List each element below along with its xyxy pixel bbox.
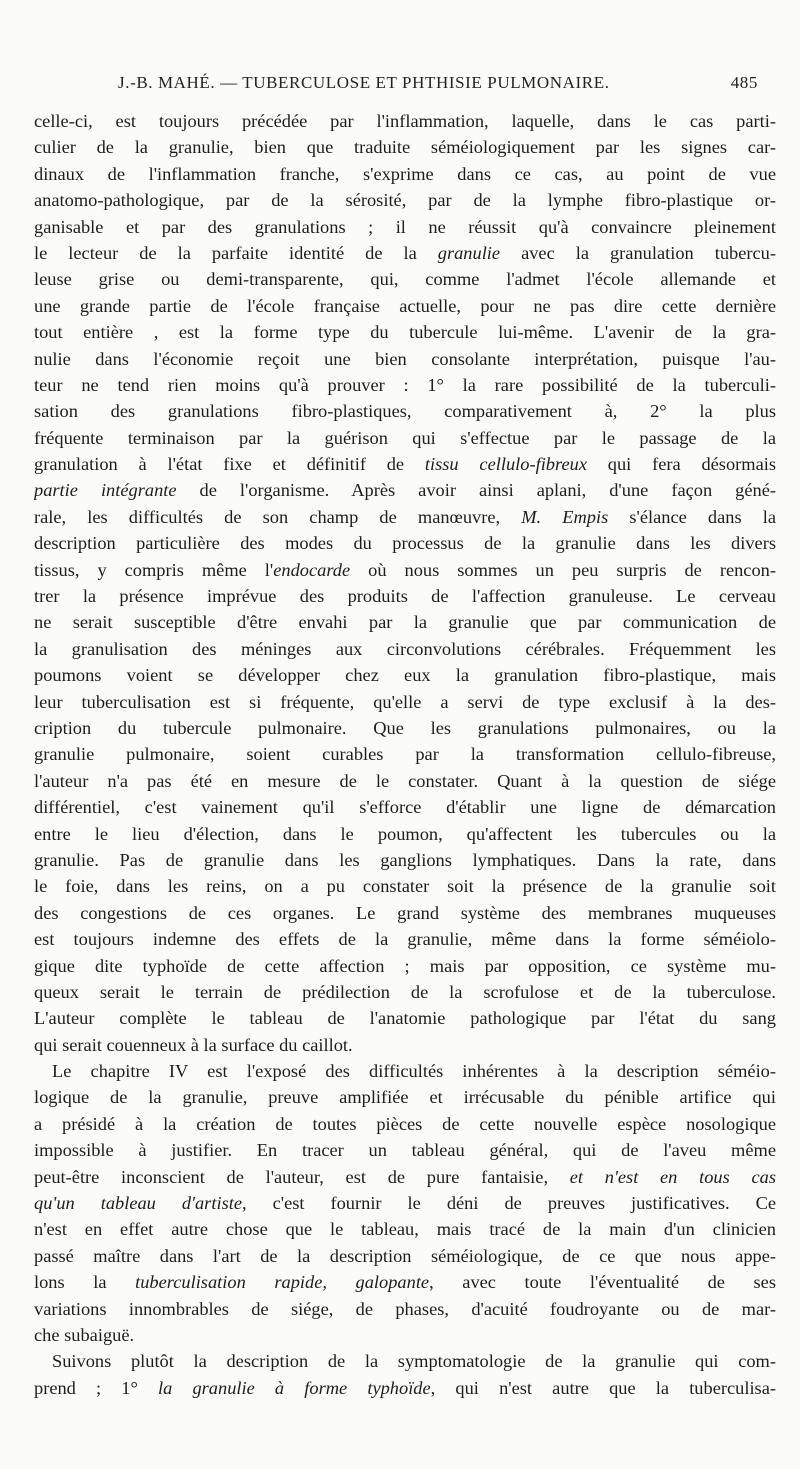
text-line: tissus, y compris même l'endocarde où nous sommes un peu surpris de rencon-	[34, 559, 776, 580]
text-line: cription du tubercule pulmonaire. Que les granulations pulmonaires, ou la	[34, 717, 776, 738]
text-line: queux serait le terrain de prédilection de la scrofulose et de la tuberculose.	[34, 981, 776, 1002]
text-line: ganisable et par des granulations ; il ne réussit qu'à convaincre pleinement	[34, 216, 776, 237]
text-line: granulation à l'état fixe et définitif de tissu cellulo-fibreux qui fera désormais	[34, 454, 776, 475]
page-header	[118, 73, 758, 101]
text-line: tout entière , est la forme type du tubercule lui-même. L'avenir de la gra-	[34, 322, 776, 343]
text-line: partie intégrante de l'organisme. Après avoir ainsi aplani, d'une façon géné-	[34, 480, 776, 501]
text-line: variations innombrables de siége, de phases, d'acuité foudroyante ou de mar-	[34, 1298, 776, 1319]
text-line: che subaiguë.	[34, 1324, 135, 1345]
text-line: rale, les difficultés de son champ de manœuvre, M. Empis s'élance dans la	[34, 506, 776, 527]
text-line: logique de la granulie, preuve amplifiée et irrécusable du pénible artifice qui	[34, 1087, 776, 1108]
text-line: granulie pulmonaire, soient curables par la transformation cellulo-fibreuse,	[34, 744, 776, 765]
text-line: celle-ci, est toujours précédée par l'inflammation, laquelle, dans le cas parti-	[34, 111, 776, 131]
text-line: culier de la granulie, bien que traduite séméiologiquement par les signes car-	[34, 137, 776, 158]
text-line: dinaux de l'inflammation franche, s'exprime dans ce cas, au point de vue	[34, 163, 776, 184]
text-line: L'auteur complète le tableau de l'anatomie pathologique par l'état du sang	[34, 1008, 776, 1029]
text-line: Le chapitre IV est l'exposé des difficultés inhérentes à la description séméio-	[52, 1061, 776, 1082]
text-line: prend ; 1° la granulie à forme typhoïde, qui n'est autre que la tuberculisa-	[34, 1377, 776, 1398]
text-line: la granulisation des méninges aux circonvolutions cérébrales. Fréquemment les	[34, 638, 776, 659]
text-line: lons la tuberculisation rapide, galopante, avec toute l'éventualité de ses	[34, 1272, 776, 1293]
text-line: teur ne tend rien moins qu'à prouver : 1° la rare possibilité de la tuberculi-	[34, 374, 776, 395]
text-line: ne serait susceptible d'être envahi par la granulie que par communication de	[34, 612, 776, 633]
text-line: poumons voient se développer chez eux la granulation fibro-plastique, mais	[34, 665, 776, 686]
text-line: entre le lieu d'élection, dans le poumon, qu'affectent les tubercules ou la	[34, 823, 776, 844]
text-line: nulie dans l'économie reçoit une bien consolante interprétation, puisque l'au-	[34, 348, 776, 369]
text-line: anatomo-pathologique, par de la sérosité, par de la lymphe fibro-plastique or-	[34, 190, 776, 211]
text-line: passé maître dans l'art de la description séméiologique, de ce que nous appe-	[34, 1245, 776, 1266]
text-line: trer la présence imprévue des produits de l'affection granuleuse. Le cerveau	[34, 586, 776, 607]
text-line: a présidé à la création de toutes pièces de cette nouvelle espèce nosologique	[34, 1113, 776, 1134]
text-line: n'est en effet autre chose que le tableau, mais tracé de la main d'un clinicien	[34, 1219, 776, 1240]
text-line: le foie, dans les reins, on a pu constater soit la présence de la granulie soit	[34, 876, 776, 897]
text-line: Suivons plutôt la description de la symptomatologie de la granulie qui com-	[52, 1351, 776, 1372]
text-line: différentiel, c'est vainement qu'il s'efforce d'établir une ligne de démarcation	[34, 797, 776, 818]
text-line: fréquente terminaison par la guérison qui s'effectue par le passage de la	[34, 427, 776, 448]
text-line: des congestions de ces organes. Le grand système des membranes muqueuses	[34, 902, 776, 923]
text-line: le lecteur de la parfaite identité de la granulie avec la granulation tubercu-	[34, 242, 776, 263]
text-line: leuse grise ou demi-transparente, qui, comme l'admet l'école allemande et	[34, 269, 776, 290]
page-number: 485	[730, 73, 758, 92]
running-title: J.-B. MAHÉ. — TUBERCULOSE ET PHTHISIE PULMONAIRE.	[118, 73, 610, 92]
text-line: impossible à justifier. En tracer un tableau général, qui de l'aveu même	[34, 1140, 776, 1161]
body-text	[34, 108, 776, 1401]
text-line: une grande partie de l'école française actuelle, pour ne pas dire cette dernière	[34, 295, 776, 316]
text-line: gique dite typhoïde de cette affection ; mais par opposition, ce système mu-	[34, 955, 776, 976]
text-line: qui serait couenneux à la surface du caillot.	[34, 1034, 353, 1055]
text-line: granulie. Pas de granulie dans les ganglions lymphatiques. Dans la rate, dans	[34, 849, 776, 870]
text-line: peut-être inconscient de l'auteur, est de pure fantaisie, et n'est en tous cas	[34, 1166, 776, 1187]
text-line: est toujours indemne des effets de la granulie, même dans la forme séméiolo-	[34, 929, 776, 950]
text-line: description particulière des modes du processus de la granulie dans les divers	[34, 533, 776, 554]
text-line: l'auteur n'a pas été en mesure de le constater. Quant à la question de siége	[34, 770, 776, 791]
text-line: sation des granulations fibro-plastiques, comparativement à, 2° la plus	[34, 401, 776, 422]
text-line: qu'un tableau d'artiste, c'est fournir le déni de preuves justificatives. Ce	[34, 1193, 776, 1214]
text-line: leur tuberculisation est si fréquente, qu'elle a servi de type exclusif à la des-	[34, 691, 776, 712]
